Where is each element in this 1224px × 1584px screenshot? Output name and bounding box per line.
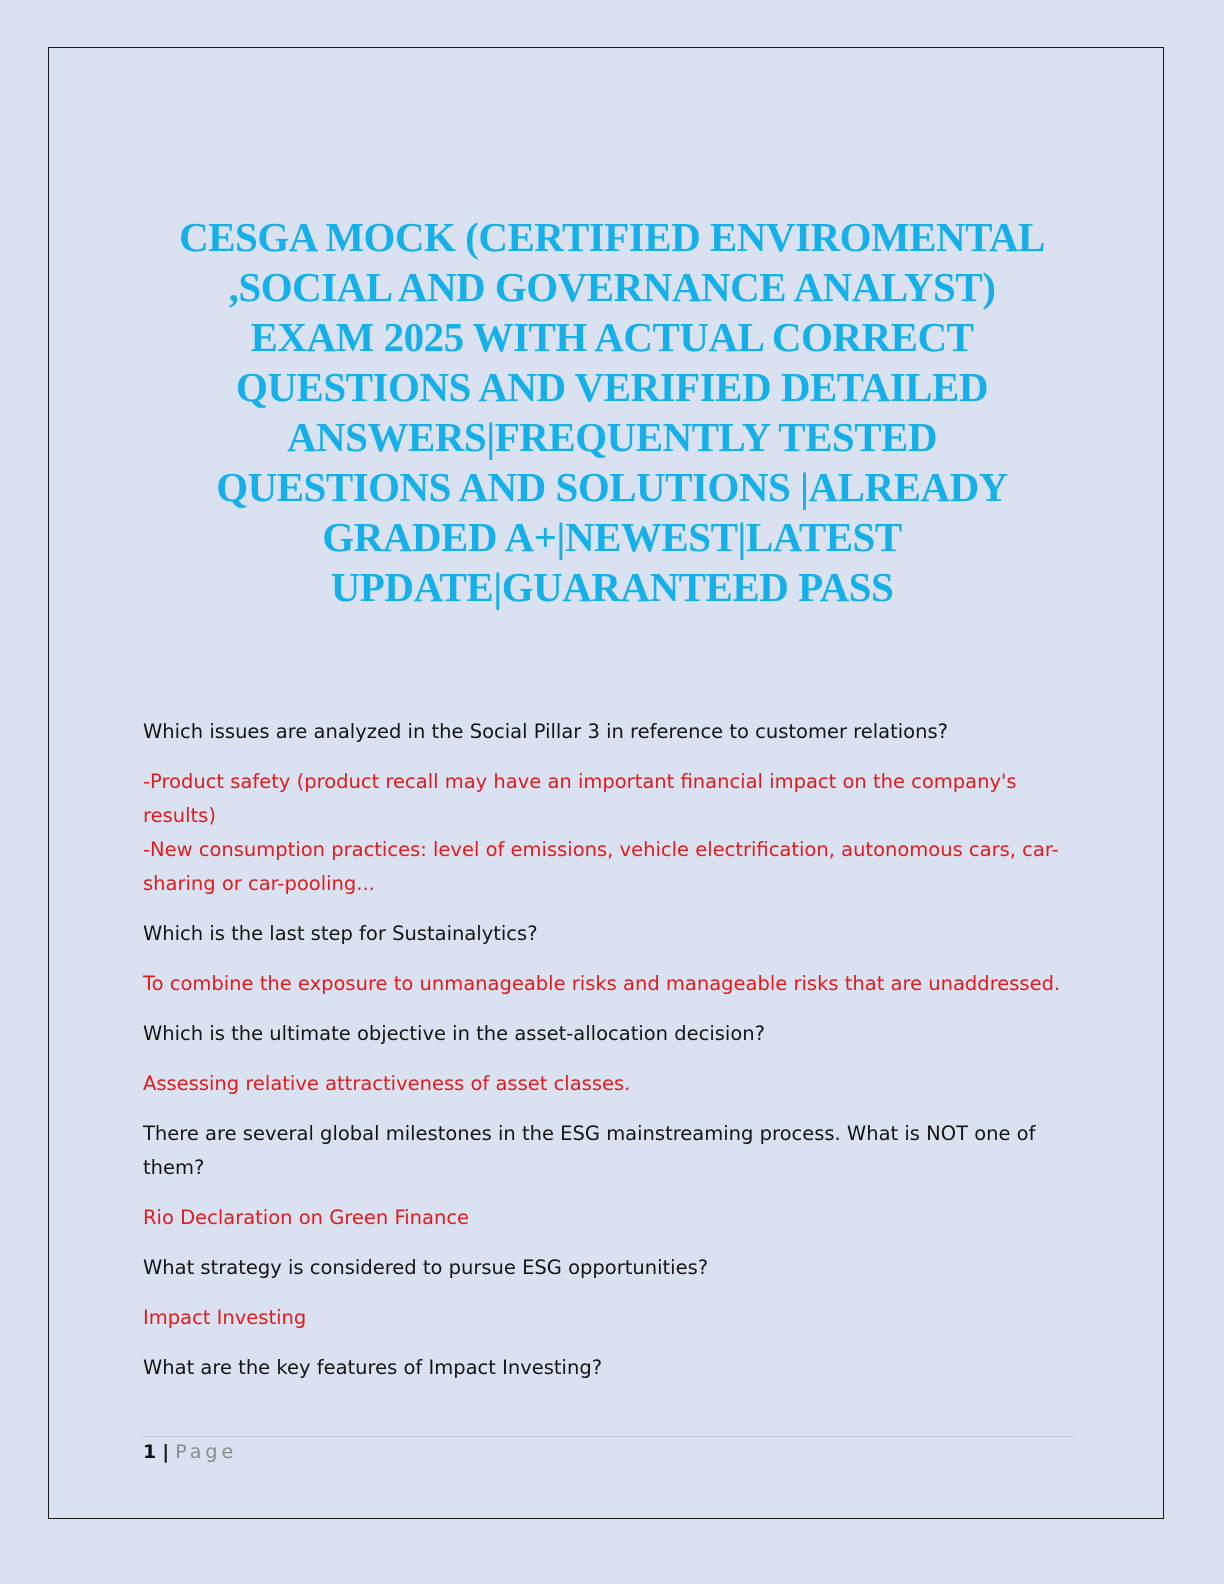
answer-text: -Product safety (product recall may have an important financial impact on the company's results)	[143, 770, 1017, 827]
question-text: What are the key features of Impact Investing?	[143, 1356, 603, 1379]
title-line: QUESTIONS AND SOLUTIONS |ALREADY	[216, 464, 1008, 510]
title-line: QUESTIONS AND VERIFIED DETAILED	[236, 364, 988, 410]
question-text: Which is the ultimate objective in the asset-allocation decision?	[143, 1022, 765, 1045]
question-text: Which is the last step for Sustainalytics?	[143, 922, 538, 945]
answer-text: Impact Investing	[143, 1306, 307, 1329]
answer-text: Rio Declaration on Green Finance	[143, 1206, 470, 1229]
document-title	[150, 212, 1074, 612]
page-label: Page	[175, 1441, 238, 1463]
title-line: ANSWERS|FREQUENTLY TESTED	[286, 414, 938, 460]
answer-text: -New consumption practices: level of emissions, vehicle electrification, autonomous cars, car-sharing or car-pooling...	[143, 838, 1059, 895]
answer-text: Assessing relative attractiveness of asset classes.	[143, 1072, 631, 1095]
qa-list	[143, 715, 1063, 1401]
page-footer	[143, 1441, 237, 1463]
question-text: What strategy is considered to pursue ESG opportunities?	[143, 1256, 709, 1279]
question-text: There are several global milestones in the ESG mainstreaming process. What is NOT one of them?	[143, 1122, 1036, 1179]
title-line: EXAM 2025 WITH ACTUAL CORRECT	[250, 314, 974, 360]
answer-text: To combine the exposure to unmanageable risks and manageable risks that are unaddressed.	[143, 972, 1061, 995]
title-line: UPDATE|GUARANTEED PASS	[330, 564, 894, 610]
question-text: Which issues are analyzed in the Social Pillar 3 in reference to customer relations?	[143, 720, 948, 743]
title-line: ,SOCIAL AND GOVERNANCE ANALYST)	[228, 264, 996, 310]
footer-divider	[143, 1436, 1073, 1437]
page-number: 1	[143, 1441, 157, 1463]
footer-separator: |	[162, 1441, 170, 1463]
title-line: GRADED A+|NEWEST|LATEST	[322, 514, 902, 560]
title-line: CESGA MOCK (CERTIFIED ENVIROMENTAL	[179, 214, 1045, 260]
